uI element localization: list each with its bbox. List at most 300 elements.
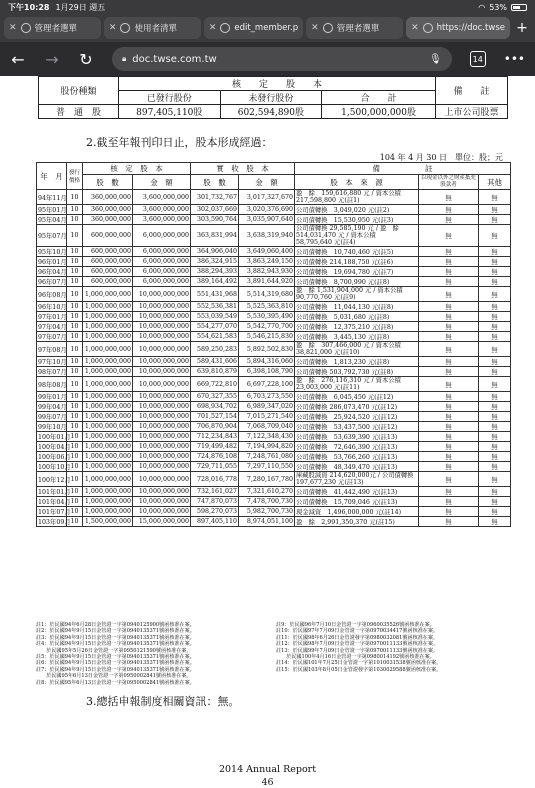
- paid-amount-cell: 3,035,907,640: [239, 215, 295, 225]
- status-bar: [0, 0, 535, 14]
- source-cell: 公司債轉換 286,073,470 元(註12): [295, 402, 419, 412]
- approved-amount-cell: 6,000,000,000: [133, 267, 191, 277]
- other-cell: 無: [479, 422, 511, 432]
- footnotes-right: [276, 622, 510, 686]
- approved-amount-cell: 3,600,000,000: [133, 215, 191, 225]
- address-field[interactable]: [112, 47, 452, 71]
- year-month-cell: 100年12月: [37, 472, 67, 487]
- forward-arrow-icon[interactable]: →: [45, 49, 59, 69]
- footnote: 註1：於民國94年6月28日金管證一字第0940125900號函核准在案。: [36, 622, 195, 628]
- approved-shares-cell: 600,000,000: [83, 277, 133, 287]
- paid-amount-cell: 7,297,110,550: [239, 462, 295, 472]
- par-cell: 10: [67, 287, 83, 302]
- paid-shares-cell: 589,431,606: [191, 357, 239, 367]
- paid-amount-cell: 3,891,644,920: [239, 277, 295, 287]
- table-row: [37, 412, 511, 422]
- other-cell: 無: [479, 507, 511, 517]
- other-cell: 無: [479, 377, 511, 392]
- approved-amount-cell: 10,000,000,000: [133, 332, 191, 342]
- noncash-cell: 無: [419, 517, 479, 527]
- approved-shares-cell: 1,000,000,000: [83, 312, 133, 322]
- other-cell: 無: [479, 442, 511, 452]
- source-cell: 公司債轉換 72,646,390 元(註13): [295, 442, 419, 452]
- paid-amount-cell: 5,530,395,490: [239, 312, 295, 322]
- source-cell: 公司債轉換 41,442,490 元(註13): [295, 487, 419, 497]
- footnote: 註8：於民國95年6月13日金管證一字第0950002841號函核准在案。: [36, 679, 195, 686]
- source-cell: 公司債轉換 53,639,390 元(註13): [295, 432, 419, 442]
- share-type-table: [38, 76, 508, 119]
- source-cell: 公司債轉換 503,792,730 元(註8): [295, 367, 419, 377]
- approved-amount-cell: 10,000,000,000: [133, 402, 191, 412]
- other-cell: 無: [479, 257, 511, 267]
- paid-amount-cell: 3,649,060,400: [239, 247, 295, 257]
- year-month-cell: 98年07月: [37, 367, 67, 377]
- paid-amount-cell: 3,638,319,940: [239, 225, 295, 247]
- approved-shares-cell: 1,000,000,000: [83, 342, 133, 357]
- noncash-cell: 無: [419, 367, 479, 377]
- approved-amount-cell: 6,000,000,000: [133, 257, 191, 267]
- paid-amount-cell: 3,017,327,670: [239, 190, 295, 205]
- close-tab-icon[interactable]: ✕: [208, 23, 217, 33]
- browser-tab-1[interactable]: [4, 17, 101, 39]
- other-header: 其他: [479, 175, 511, 190]
- paid-amount-cell: 5,982,700,730: [239, 507, 295, 517]
- total-value: 1,500,000,000股: [322, 105, 436, 119]
- other-cell: 無: [479, 432, 511, 442]
- footnote: 註9：於民國96年7月10日金管證一字第0960035526號函核准在案。: [276, 622, 435, 628]
- year-month-cell: 97年01月: [37, 312, 67, 322]
- par-cell: 10: [67, 422, 83, 432]
- approved-amount-cell: 10,000,000,000: [133, 472, 191, 487]
- par-cell: 10: [67, 205, 83, 215]
- table-row: [37, 507, 511, 517]
- new-tab-button[interactable]: +: [516, 20, 528, 36]
- close-tab-icon[interactable]: ✕: [108, 23, 117, 33]
- other-cell: 無: [479, 412, 511, 422]
- par-cell: 10: [67, 377, 83, 392]
- footnote: 註10：於民國97年7月09日金管證一字第0970034417號函核准在案。: [276, 628, 439, 635]
- par-cell: 10: [67, 452, 83, 462]
- footnotes: [36, 622, 510, 686]
- noncash-cell: 無: [419, 422, 479, 432]
- battery-percent: 53%: [489, 2, 507, 12]
- other-cell: 無: [479, 332, 511, 342]
- paid-amount-cell: 7,248,761,080: [239, 452, 295, 462]
- par-cell: 10: [67, 402, 83, 412]
- globe-icon: [423, 23, 433, 33]
- approved-amount-cell: 10,000,000,000: [133, 422, 191, 432]
- table-row: [37, 472, 511, 487]
- year-month-cell: 96年04月: [37, 267, 67, 277]
- source-cell: 庫藏股減資 214,620,000元 / 公司債轉換 197,677,230 元(註13): [296, 472, 420, 486]
- paid-amount-cell: 7,280,167,780: [239, 472, 295, 487]
- unissued-header: 未發行股份: [220, 91, 322, 105]
- globe-icon: [323, 23, 333, 33]
- paid-amount-cell: 5,525,363,810: [239, 302, 295, 312]
- source-cell: 公司債轉換 3,445,130 元(註8): [295, 332, 419, 342]
- paid-shares-cell: 712,234,843: [191, 432, 239, 442]
- par-cell: 10: [67, 367, 83, 377]
- noncash-cell: 無: [419, 452, 479, 462]
- paid-amount-cell: 7,478,700,730: [239, 497, 295, 507]
- approved-amount-cell: 10,000,000,000: [133, 432, 191, 442]
- table-row: [37, 517, 511, 527]
- other-cell: 無: [479, 225, 511, 247]
- footnote: 註2：於民國94年9月15日金管證一字第0940135371號函核准在案。: [36, 628, 195, 635]
- footnote: 於民國100年4月16日金管證一字第0980014192號函核准在案。: [276, 654, 435, 661]
- status-date: 1月29日 週五: [55, 2, 106, 12]
- par-cell: 10: [67, 517, 83, 527]
- tab-label: 管理者選單: [336, 24, 380, 34]
- source-cell: 盈 餘 276,116,310 元 / 資本公積 23,003,000 元(註11): [295, 377, 419, 392]
- approved-amount-cell: 10,000,000,000: [133, 497, 191, 507]
- wifi-icon: ◠: [478, 2, 486, 12]
- source-cell: 公司債轉換 25,924,520 元(註12): [295, 412, 419, 422]
- other-cell: 無: [479, 402, 511, 412]
- source-cell: 公司債轉換 214,188,750 元(註6): [295, 257, 419, 267]
- approved-amount-cell: 10,000,000,000: [133, 392, 191, 402]
- browser-tab-2[interactable]: [104, 17, 201, 39]
- paid-amount-cell: 7,015,271,540: [239, 412, 295, 422]
- approved-amount-cell: 10,000,000,000: [133, 367, 191, 377]
- noncash-cell: 無: [419, 377, 479, 392]
- year-month-cell: 100年04月: [37, 442, 67, 452]
- approved-shares-cell: 1,000,000,000: [83, 422, 133, 432]
- par-cell: 10: [67, 462, 83, 472]
- other-cell: 無: [479, 367, 511, 377]
- paid-amount-cell: 7,321,610,270: [239, 487, 295, 497]
- source-cell: 公司債轉換 15,709,046 元(註13): [295, 497, 419, 507]
- source-cell: 公司債轉換 6,045,450 元(註12): [295, 392, 419, 402]
- par-cell: 10: [67, 507, 83, 517]
- microphone-icon[interactable]: 🎙︎: [429, 53, 442, 65]
- approved-amount-cell: 10,000,000,000: [133, 487, 191, 497]
- par-cell: 10: [67, 342, 83, 357]
- noncash-cell: 無: [419, 302, 479, 312]
- table-row: [37, 190, 511, 205]
- paid-amount-cell: 5,546,215,830: [239, 332, 295, 342]
- approved-shares-cell: 360,000,000: [83, 215, 133, 225]
- paid-shares-cell: 364,906,040: [191, 247, 239, 257]
- paid-shares-cell: 303,590,764: [191, 215, 239, 225]
- year-month-cell: 103年09月: [37, 517, 67, 527]
- paid-shares-cell: 598,270,073: [191, 507, 239, 517]
- table-row: [37, 215, 511, 225]
- approved-amount-cell: 10,000,000,000: [133, 377, 191, 392]
- paid-amount-cell: 7,068,709,040: [239, 422, 295, 432]
- approved-amount-cell: 10,000,000,000: [133, 412, 191, 422]
- noncash-cell: 無: [419, 205, 479, 215]
- approved-amount-cell: 6,000,000,000: [133, 225, 191, 247]
- note-value: 上市公司股票: [436, 105, 508, 119]
- approved-shares-cell: 1,000,000,000: [83, 497, 133, 507]
- source-cell: 公司債轉換 11,044,130 元(註8): [295, 302, 419, 312]
- battery-icon: [511, 4, 527, 11]
- table-row: [37, 257, 511, 267]
- approved-shares-cell: 1,000,000,000: [83, 487, 133, 497]
- paid-shares-cell: 698,934,702: [191, 402, 239, 412]
- table-row: [37, 452, 511, 462]
- close-tab-icon[interactable]: ✕: [311, 23, 319, 33]
- other-cell: 無: [479, 392, 511, 402]
- source-header: 股 本 來 源: [295, 175, 419, 190]
- approved-shares-cell: 1,500,000,000: [83, 517, 133, 527]
- paid-shares-cell: 301,732,767: [191, 190, 239, 205]
- browser-tab-4[interactable]: [306, 17, 403, 39]
- footnote: 註12：於民國98年7月09日金管證一字第0970011133號函核准在案。: [276, 641, 439, 648]
- issued-value: 897,405,110股: [119, 105, 221, 119]
- noncash-cell: 無: [419, 497, 479, 507]
- year-month-cell: 96年07月: [37, 277, 67, 287]
- noncash-cell: 無: [419, 312, 479, 322]
- unissued-value: 602,594,890股: [220, 105, 322, 119]
- status-time: 下午10:28: [8, 2, 50, 12]
- paid-shares-cell: 552,536,381: [191, 302, 239, 312]
- approved-amount-cell: 10,000,000,000: [133, 342, 191, 357]
- table-row: [37, 497, 511, 507]
- page-number: 46: [261, 777, 274, 788]
- paid-amount-cell: 6,989,347,020: [239, 402, 295, 412]
- approved-amount-cell: 10,000,000,000: [133, 322, 191, 332]
- tab-label: edit_member.p: [234, 23, 299, 33]
- approved-amount-header: 金 額: [133, 175, 191, 190]
- share-kind: 普 通 股: [39, 105, 119, 119]
- year-month-cell: 95年07月: [37, 225, 67, 247]
- other-cell: 無: [479, 462, 511, 472]
- source-cell: 公司債轉換 53,766,260 元(註13): [295, 452, 419, 462]
- footnote: 註7：於民國94年9月15日金管證一字第0940135371號函核准在案。: [36, 666, 195, 673]
- paid-shares-cell: 719,499,482: [191, 442, 239, 452]
- approved-shares-cell: 1,000,000,000: [83, 472, 133, 487]
- table-row: [37, 267, 511, 277]
- globe-icon: [21, 23, 31, 33]
- noncash-cell: 無: [419, 225, 479, 247]
- more-menu-icon[interactable]: •••: [503, 52, 525, 66]
- noncash-header: 以現金以外之財產抵充股款者: [419, 175, 479, 190]
- back-arrow-icon[interactable]: ←: [11, 49, 25, 69]
- paid-amount-cell: 8,974,051,100: [239, 517, 295, 527]
- approved-amount-cell: 6,000,000,000: [133, 277, 191, 287]
- status-right: [478, 3, 527, 12]
- par-cell: 10: [67, 190, 83, 205]
- year-month-cell: 98年08月: [37, 377, 67, 392]
- year-month-cell: 101年01月: [37, 487, 67, 497]
- tab-label: https://doc.twse: [436, 23, 505, 33]
- approved-shares-cell: 1,000,000,000: [83, 392, 133, 402]
- paid-amount-cell: 3,863,249,150: [239, 257, 295, 267]
- other-cell: 無: [479, 487, 511, 497]
- par-cell: 10: [67, 302, 83, 312]
- approved-shares-cell: 600,000,000: [83, 257, 133, 267]
- approved-shares-cell: 600,000,000: [83, 225, 133, 247]
- footnote: 註4：於民國94年9月15日金管證一字第0940135371號函核准在案。: [36, 641, 195, 648]
- par-cell: 10: [67, 497, 83, 507]
- approved-amount-cell: 10,000,000,000: [133, 462, 191, 472]
- source-cell: 公司債轉換 48,349,470 元(註13): [295, 462, 419, 472]
- close-tab-icon[interactable]: ✕: [9, 23, 17, 33]
- approved-amount-cell: 10,000,000,000: [133, 452, 191, 462]
- paid-shares-cell: 554,621,583: [191, 332, 239, 342]
- approved-amount-cell: 10,000,000,000: [133, 312, 191, 322]
- paid-shares-cell: 897,405,110: [191, 517, 239, 527]
- table-row: [37, 277, 511, 287]
- tab-count-button[interactable]: 14: [470, 51, 486, 67]
- paid-shares-cell: 386,324,915: [191, 257, 239, 267]
- footnote: 註14：於民國101年7月25日金管證一字第1010031538號函核准在案。: [276, 660, 442, 667]
- year-month-header: 年 月: [37, 163, 67, 190]
- paid-shares-cell: 551,431,968: [191, 287, 239, 302]
- table-row: [37, 287, 511, 302]
- approved-shares-cell: 1,000,000,000: [83, 322, 133, 332]
- other-cell: 無: [479, 342, 511, 357]
- other-cell: 無: [479, 190, 511, 205]
- par-header: 發行價格: [67, 163, 83, 190]
- approved-shares-cell: 1,000,000,000: [83, 332, 133, 342]
- address-toolbar: [0, 42, 535, 76]
- paid-amount-cell: 6,398,108,790: [239, 367, 295, 377]
- year-month-cell: 100年01月: [37, 432, 67, 442]
- year-month-cell: 97年10月: [37, 357, 67, 367]
- paid-shares-cell: 729,711,055: [191, 462, 239, 472]
- par-cell: 10: [67, 392, 83, 402]
- par-cell: 10: [67, 412, 83, 422]
- approved-amount-cell: 10,000,000,000: [133, 302, 191, 312]
- paid-amount-cell: 5,894,316,060: [239, 357, 295, 367]
- year-month-cell: 95年10月: [37, 247, 67, 257]
- source-cell: 公司債轉換 19,694,780 元(註7): [295, 267, 419, 277]
- document-page: [0, 76, 535, 788]
- section-3-title: 3.總括申報制度相關資訊：無。: [86, 695, 240, 708]
- noncash-cell: 無: [419, 247, 479, 257]
- source-cell: 盈 餘 2,991,350,370 元(註15): [295, 517, 419, 527]
- noncash-cell: 無: [419, 462, 479, 472]
- source-cell: 公司債轉換 3,049,020 元(註2): [295, 205, 419, 215]
- source-cell: 公司債轉換 5,031,680 元(註8): [295, 312, 419, 322]
- section-2-title: 2.截至年報刊印日止，股本形成經過：: [86, 136, 273, 149]
- noncash-cell: 無: [419, 332, 479, 342]
- table-row: [37, 342, 511, 357]
- noncash-cell: 無: [419, 257, 479, 267]
- paid-amount-cell: 6,697,228,100: [239, 377, 295, 392]
- reload-icon[interactable]: ↻: [79, 49, 93, 69]
- table-row: [37, 302, 511, 312]
- source-cell: 公司債轉換 53,437,500 元(註12): [295, 422, 419, 432]
- browser-tab-3[interactable]: [204, 17, 303, 39]
- paid-amount-cell: 3,882,943,930: [239, 267, 295, 277]
- noncash-cell: 無: [419, 357, 479, 367]
- table-row: [37, 312, 511, 322]
- other-cell: 無: [479, 452, 511, 462]
- noncash-cell: 無: [419, 267, 479, 277]
- other-cell: 無: [479, 205, 511, 215]
- table-row: [37, 225, 511, 247]
- approved-shares-cell: 600,000,000: [83, 247, 133, 257]
- total-header: 合 計: [322, 91, 436, 105]
- noncash-cell: 無: [419, 487, 479, 497]
- approved-shares-cell: 360,000,000: [83, 190, 133, 205]
- other-cell: 無: [479, 497, 511, 507]
- browser-tab-active[interactable]: [406, 17, 510, 39]
- paid-shares-cell: 639,810,879: [191, 367, 239, 377]
- approved-amount-cell: 10,000,000,000: [133, 507, 191, 517]
- paid-shares-cell: 554,277,070: [191, 322, 239, 332]
- approved-amount-cell: 10,000,000,000: [133, 287, 191, 302]
- close-tab-icon[interactable]: ✕: [411, 23, 419, 33]
- paid-amount-cell: 5,892,502,830: [239, 342, 295, 357]
- approved-amount-cell: 10,000,000,000: [133, 357, 191, 367]
- table-row: [37, 487, 511, 497]
- year-month-cell: 101年07月: [37, 507, 67, 517]
- year-month-cell: 95年04月: [37, 215, 67, 225]
- approved-amount-cell: 6,000,000,000: [133, 247, 191, 257]
- par-cell: 10: [67, 277, 83, 287]
- other-cell: 無: [479, 277, 511, 287]
- year-month-cell: 96年10月: [37, 302, 67, 312]
- table-row: [37, 367, 511, 377]
- source-cell: 盈 餘 159,616,880 元 / 資本公積 217,598,800 元(註1): [295, 190, 419, 205]
- source-cell: 公司債轉換 15,530,950 元(註3): [295, 215, 419, 225]
- report-footer: 2014 Annual Report: [218, 764, 317, 775]
- paid-amount-cell: 5,542,770,700: [239, 322, 295, 332]
- approved-shares-cell: 1,000,000,000: [83, 432, 133, 442]
- approved-shares-cell: 360,000,000: [83, 205, 133, 215]
- year-month-cell: 99年04月: [37, 402, 67, 412]
- other-cell: 無: [479, 267, 511, 277]
- footnote: 註3：於民國94年9月15日金管證一字第0940135371號函核准在案。: [36, 634, 195, 641]
- paid-shares-cell: 706,870,904: [191, 422, 239, 432]
- par-cell: 10: [67, 472, 83, 487]
- note-header: 備 註: [436, 77, 508, 105]
- other-cell: 無: [479, 322, 511, 332]
- year-month-cell: 100年10月: [37, 462, 67, 472]
- share-type-header: 股份種類: [39, 77, 119, 105]
- other-cell: 無: [479, 472, 511, 487]
- paid-shares-cell: 589,250,283: [191, 342, 239, 357]
- paid-shares-cell: 389,164,492: [191, 277, 239, 287]
- footnote: 註5：於民國94年9月15日金管證一字第0940135371號函核准在案。: [36, 654, 195, 661]
- paid-amount-header: 金 額: [239, 175, 295, 190]
- paid-shares-cell: 728,016,778: [191, 472, 239, 487]
- footnote: 註6：於民國94年9月15日金管證一字第0940135371號函核准在案。: [36, 660, 195, 667]
- table-row: [37, 377, 511, 392]
- noncash-cell: 無: [419, 342, 479, 357]
- table-body: [37, 190, 511, 527]
- approved-capital-header: 核 定 股 本: [119, 77, 436, 91]
- paid-shares-cell: 747,870,073: [191, 497, 239, 507]
- year-month-cell: 97年07月: [37, 332, 67, 342]
- issued-header: 已發行股份: [119, 91, 221, 105]
- lock-icon: 🔒︎: [122, 54, 127, 63]
- paid-amount-cell: 7,194,994,820: [239, 442, 295, 452]
- paid-shares-cell: 388,294,393: [191, 267, 239, 277]
- noncash-cell: 無: [419, 190, 479, 205]
- noncash-cell: 無: [419, 402, 479, 412]
- url-text: doc.twse.com.tw: [132, 53, 217, 65]
- footnote: 於民國95年6月13日金管證一字第0950002841號函核准在案。: [36, 673, 192, 680]
- table-row: [37, 442, 511, 452]
- other-cell: 無: [479, 247, 511, 257]
- other-cell: 無: [479, 312, 511, 322]
- paid-shares-header: 股 數: [191, 175, 239, 190]
- par-cell: 10: [67, 322, 83, 332]
- table-row: [37, 402, 511, 412]
- globe-icon: [120, 23, 130, 33]
- other-cell: 無: [479, 215, 511, 225]
- other-cell: 無: [479, 302, 511, 312]
- approved-shares-cell: 1,000,000,000: [83, 442, 133, 452]
- capital-history-table: [36, 162, 511, 527]
- other-cell: 無: [479, 517, 511, 527]
